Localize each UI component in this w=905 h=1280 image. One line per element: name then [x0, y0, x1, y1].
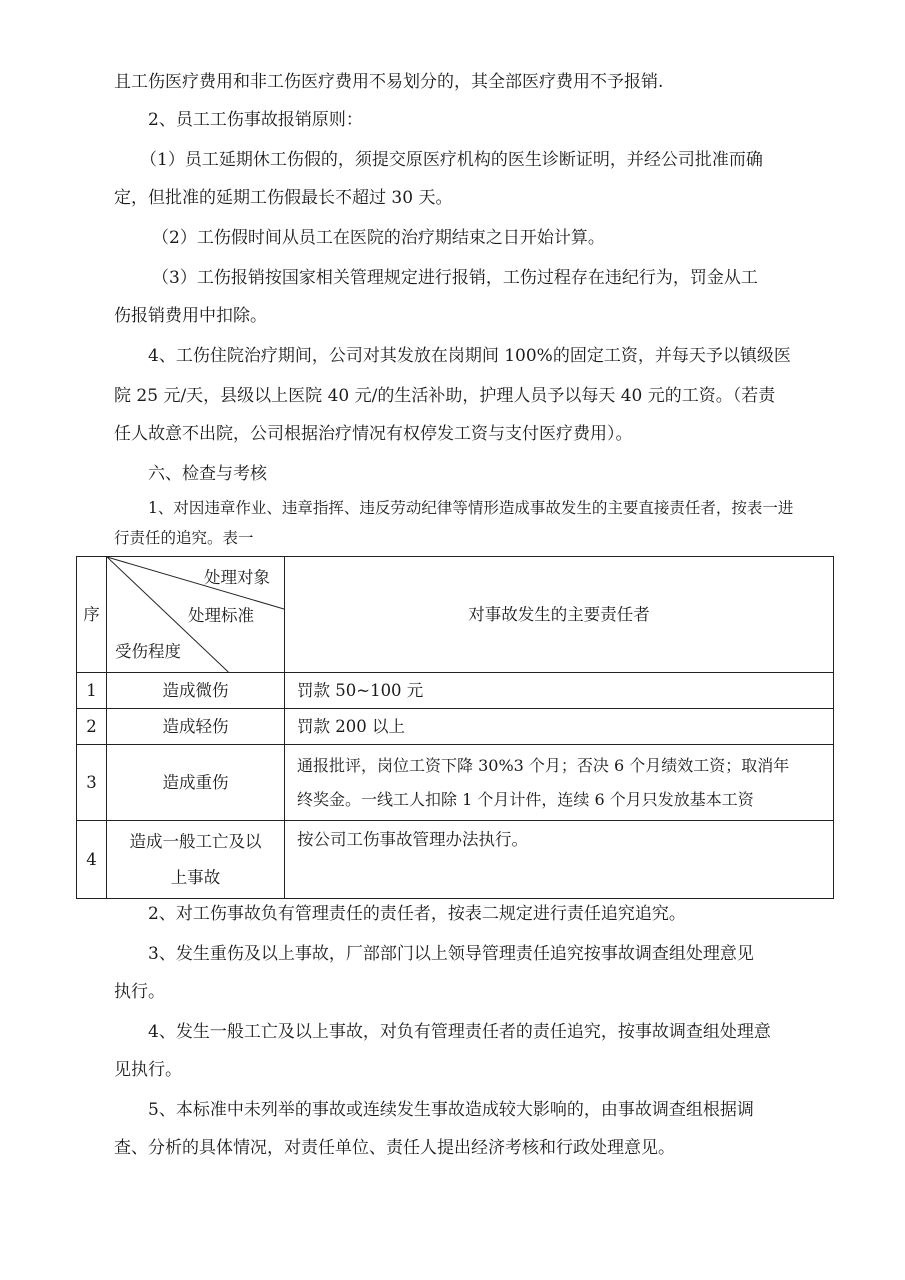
header-degree: 受伤程度 — [115, 642, 181, 661]
header-index: 序 — [77, 557, 107, 673]
injury-level-line: 上事故 — [170, 867, 221, 887]
injury-level: 造成重伤 — [107, 745, 285, 821]
table-row — [77, 745, 834, 821]
table-header-row — [77, 557, 834, 673]
row-index: 1 — [77, 673, 107, 709]
paragraph-text: （3）工伤报销按国家相关管理规定进行报销，工伤过程存在违纪行为，罚金从工 — [152, 268, 758, 288]
paragraph-text: 定，但批准的延期工伤假最长不超过 30 天。 — [114, 188, 453, 208]
header-standard: 处理标准 — [188, 606, 254, 625]
paragraph-text: 4、工伤住院治疗期间，公司对其发放在岗期间 100%的固定工资，并每天予以镇级医 — [148, 346, 791, 366]
paragraph-text: 执行。 — [114, 982, 165, 1002]
paragraph-text: 伤报销费用中扣除。 — [114, 306, 267, 326]
paragraph-text: 5、本标准中未列举的事故或连续发生事故造成较大影响的，由事故调查组根据调 — [148, 1100, 754, 1120]
paragraph-text: （2）工伤假时间从员工在医院的治疗期结束之日开始计算。 — [152, 228, 605, 248]
paragraph-text: 4、发生一般工亡及以上事故，对负有管理责任者的责任追究，按事故调查组处理意 — [148, 1022, 771, 1042]
paragraph-text: 且工伤医疗费用和非工伤医疗费用不易划分的，其全部医疗费用不予报销. — [114, 72, 664, 92]
penalty-standard: 罚款 200 以上 — [285, 709, 834, 745]
penalty-line: 终奖金。一线工人扣除 1 个月计件，连续 6 个月只发放基本工资 — [297, 789, 754, 809]
paragraph-text: 院 25 元/天，县级以上医院 40 元/的生活补助，护理人员予以每天 40 元的工资。（若责 — [114, 386, 776, 406]
paragraph-text: （1）员工延期休工伤假的，须提交原医疗机构的医生诊断证明，并经公司批准而确 — [140, 150, 763, 170]
penalty-standard: 罚款 50~100 元 — [285, 673, 834, 709]
table-row — [77, 673, 834, 709]
header-object: 处理对象 — [204, 568, 270, 587]
penalty-standard: 按公司工伤事故管理办法执行。 — [285, 821, 834, 899]
paragraph-text: 3、发生重伤及以上事故，厂部部门以上领导管理责任追究按事故调查组处理意见 — [148, 944, 754, 964]
paragraph-text: 1、对因违章作业、违章指挥、违反劳动纪律等情形造成事故发生的主要直接责任者，按表一进 — [148, 499, 794, 517]
section-heading: 2、员工工伤事故报销原则： — [148, 110, 363, 130]
penalty-standard — [285, 745, 834, 821]
paragraph-text: 见执行。 — [114, 1060, 182, 1080]
row-index: 2 — [77, 709, 107, 745]
table-row — [77, 709, 834, 745]
injury-level: 造成轻伤 — [107, 709, 285, 745]
paragraph-text: 2、对工伤事故负有管理责任的责任者，按表二规定进行责任追究追究。 — [148, 904, 686, 924]
paragraph-text: 任人故意不出院，公司根据治疗情况有权停发工资与支付医疗费用）。 — [114, 424, 633, 444]
header-target: 对事故发生的主要责任者 — [285, 557, 834, 673]
section-heading: 六、检查与考核 — [148, 464, 267, 484]
table-row — [77, 821, 834, 899]
paragraph-text: 查、分析的具体情况，对责任单位、责任人提出经济考核和行政处理意见。 — [114, 1138, 675, 1158]
penalty-line: 通报批评，岗位工资下降 30%3 个月；否决 6 个月绩效工资；取消年 — [297, 755, 790, 775]
responsibility-table — [76, 556, 834, 899]
paragraph-text: 行责任的追究。表一 — [114, 529, 254, 547]
injury-level: 造成微伤 — [107, 673, 285, 709]
row-index: 3 — [77, 745, 107, 821]
header-diagonal-cell — [107, 557, 285, 673]
injury-level — [107, 821, 285, 899]
injury-level-line: 造成一般工亡及以 — [129, 831, 262, 851]
row-index: 4 — [77, 821, 107, 899]
